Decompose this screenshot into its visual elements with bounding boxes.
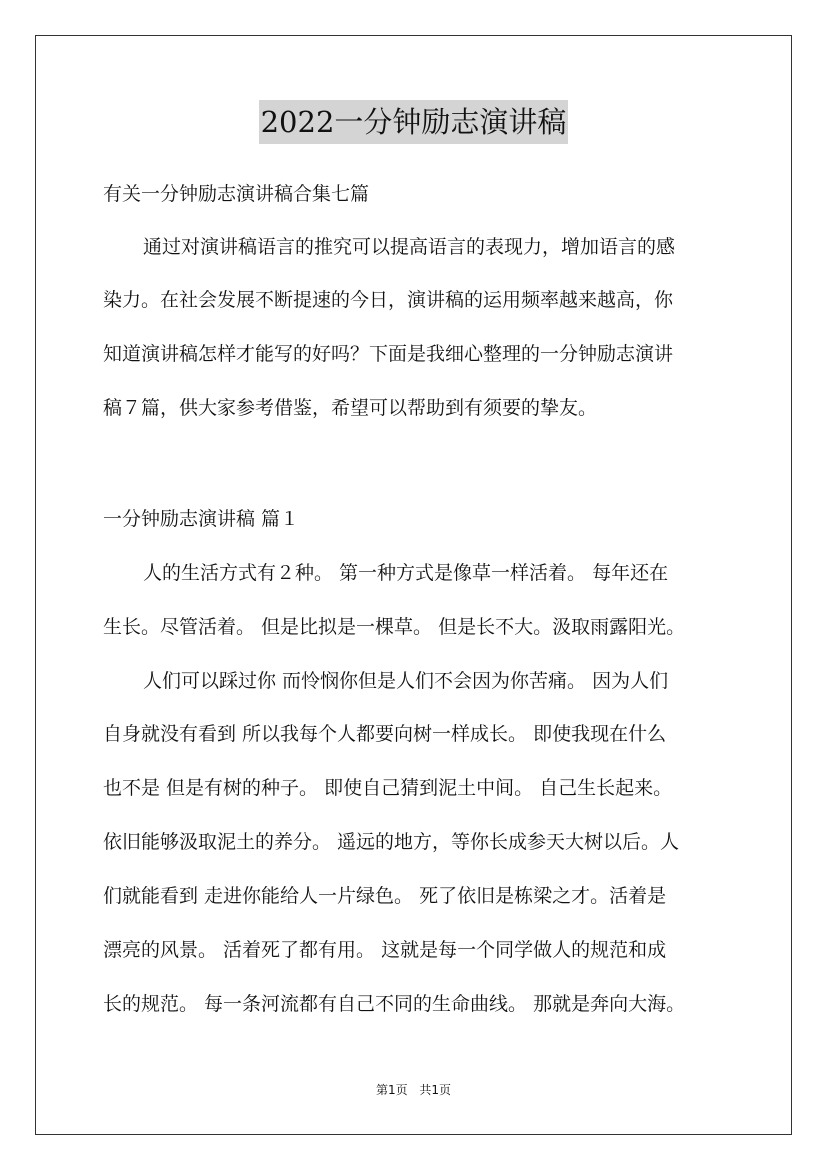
paragraph-line: 依旧能够汲取泥土的养分。 遥远的地方，等你长成参天大树以后。人 (103, 831, 680, 853)
document-title: 2022一分钟励志演讲稿 (259, 100, 569, 144)
paragraph-line: 生长。尽管活着。 但是比拟是一棵草。 但是长不大。汲取雨露阳光。 (103, 616, 686, 638)
intro-line: 稿７篇，供大家参考借鉴，希望可以帮助到有须要的挚友。 (103, 397, 598, 419)
intro-line: 知道演讲稿怎样才能写的好吗？下面是我细心整理的一分钟励志演讲 (103, 343, 674, 365)
paragraph-line: 漂亮的风景。 活着死了都有用。 这就是每一个同学做人的规范和成 (103, 939, 667, 961)
document-subtitle: 有关一分钟励志演讲稿合集七篇 (103, 183, 370, 205)
paragraph-line: 人们可以踩过你 而怜悯你但是人们不会因为你苦痛。 因为人们 (143, 670, 669, 692)
paragraph-line: 长的规范。 每一条河流都有自己不同的生命曲线。 那就是奔向大海。 (103, 993, 686, 1015)
page-number-current: 第1页 (375, 1083, 408, 1097)
title-container (0, 100, 827, 144)
paragraph-line: 也不是 但是有树的种子。 即使自己猜到泥土中间。 自己生长起来。 (103, 777, 673, 799)
page-footer (0, 1082, 827, 1098)
paragraph-line: 自身就没有看到 所以我每个人都要向树一样成长。 即使我现在什么 (103, 723, 667, 745)
intro-line: 染力。在社会发展不断提速的今日，演讲稿的运用频率越来越高，你 (103, 289, 674, 311)
section-heading: 一分钟励志演讲稿 篇１ (103, 508, 300, 530)
intro-line: 通过对演讲稿语言的推究可以提高语言的表现力，增加语言的感 (143, 236, 676, 258)
page-number-total: 共1页 (419, 1083, 452, 1097)
paragraph-line: 们就能看到 走进你能给人一片绿色。 死了依旧是栋梁之才。活着是 (103, 885, 667, 907)
paragraph-line: 人的生活方式有２种。 第一种方式是像草一样活着。 每年还在 (143, 562, 669, 584)
